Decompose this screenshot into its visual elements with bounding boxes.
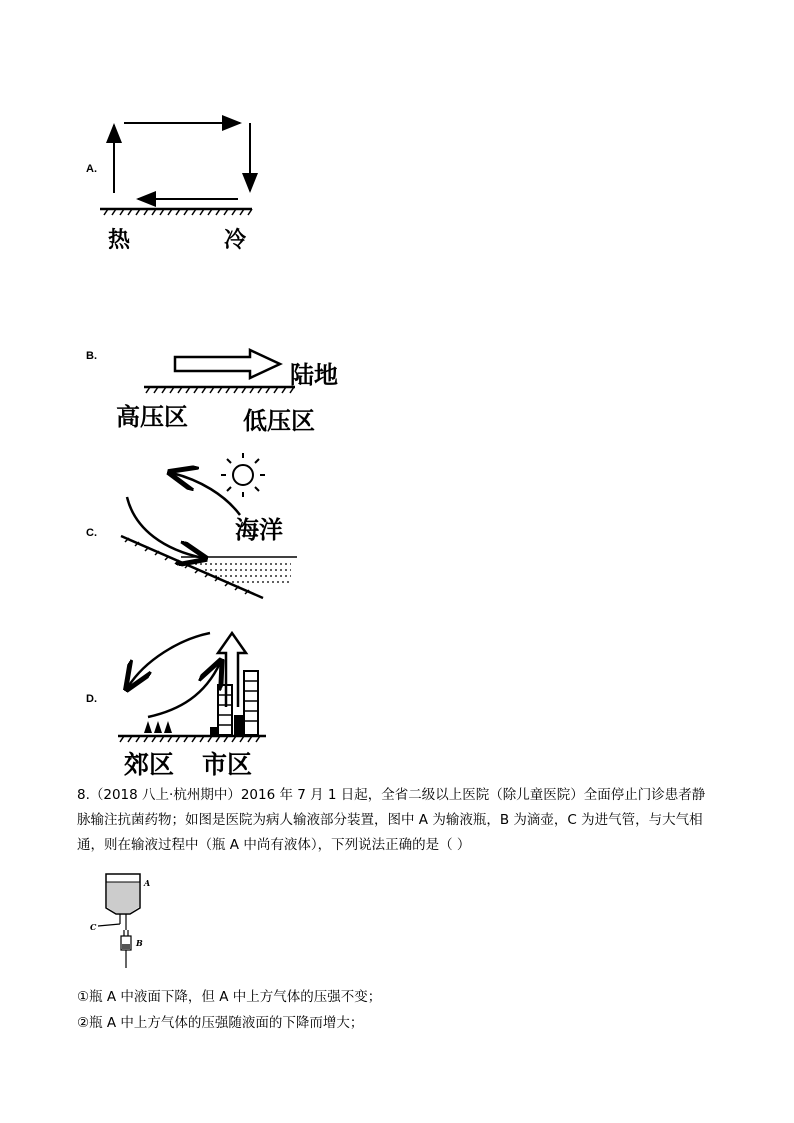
sun-icon xyxy=(221,453,265,497)
hot-label: 热 xyxy=(108,227,131,253)
ocean-label: 海洋 xyxy=(235,515,283,544)
option-a-letter: A. xyxy=(86,163,97,175)
convection-arrows xyxy=(114,123,250,199)
question-line-2: 脉输注抗菌药物；如图是医院为病人输液部分装置，图中 A 为输液瓶，B 为滴壶，C 为进气管，与大气相 xyxy=(77,812,703,828)
city-label: 市区 xyxy=(202,750,253,779)
option-d-letter: D. xyxy=(86,693,97,705)
option-c-letter: C. xyxy=(86,527,97,539)
cold-label: 冷 xyxy=(224,227,247,253)
city-buildings-icon xyxy=(210,671,258,735)
label-a: A xyxy=(144,878,151,888)
question-line-1: 8.（2018 八上·杭州期中）2016 年 7 月 1 日起，全省二级以上医院（除儿童医院）全面停止门诊患者静 xyxy=(77,787,706,803)
ground-line xyxy=(144,387,295,393)
iv-drip-diagram xyxy=(80,868,170,977)
sea-breeze-arrow-upper xyxy=(172,473,240,515)
circulation-arrow-lower xyxy=(148,663,220,717)
tubes xyxy=(98,914,128,936)
circulation-arrow-upper xyxy=(128,633,210,687)
label-c: C xyxy=(90,922,97,932)
option-a-diagram xyxy=(98,115,268,259)
high-pressure-label: 高压区 xyxy=(116,402,188,431)
option-b-diagram xyxy=(110,345,370,444)
wind-arrow xyxy=(175,350,280,378)
land-label: 陆地 xyxy=(290,360,338,389)
label-b: B xyxy=(136,938,143,948)
tree-icons xyxy=(144,721,172,733)
statement-1: ①瓶 A 中液面下降，但 A 中上方气体的压强不变； xyxy=(77,989,382,1005)
ground-line xyxy=(100,209,252,215)
drip-chamber xyxy=(121,936,131,968)
statement-2: ②瓶 A 中上方气体的压强随液面的下降而增大； xyxy=(77,1015,364,1031)
low-pressure-label: 低压区 xyxy=(243,406,315,435)
sea-breeze-arrow-lower xyxy=(127,497,203,558)
ground-line xyxy=(118,736,266,742)
option-b-letter: B. xyxy=(86,350,97,362)
question-line-3: 通，则在输液过程中（瓶 A 中尚有液体），下列说法正确的是（ ） xyxy=(77,837,471,853)
infusion-bottle xyxy=(106,874,140,914)
suburb-label: 郊区 xyxy=(124,750,175,779)
question-8-text xyxy=(77,783,727,858)
coastline xyxy=(121,536,297,598)
option-c-diagram xyxy=(115,450,315,609)
option-d-diagram xyxy=(110,625,280,784)
